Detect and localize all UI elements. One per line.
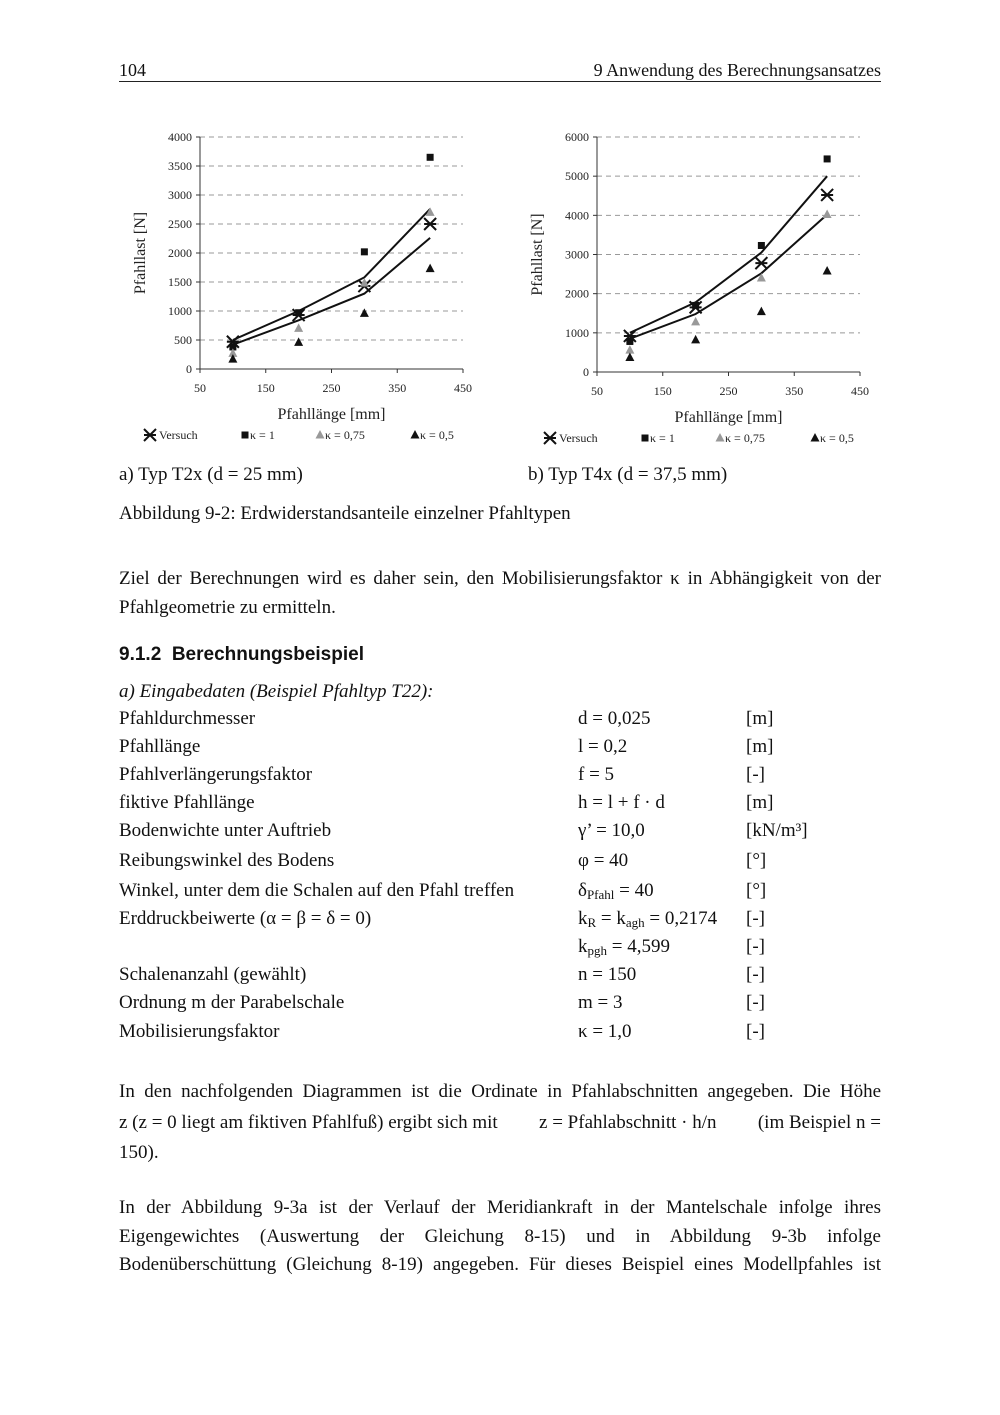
svg-text:κ = 1: κ = 1 bbox=[650, 431, 675, 445]
page-header bbox=[119, 60, 881, 82]
input-row bbox=[119, 736, 881, 764]
input-unit: [-] bbox=[746, 936, 765, 957]
input-row bbox=[119, 820, 881, 848]
input-label: Bodenwichte unter Auftrieb bbox=[119, 820, 332, 841]
svg-text:4000: 4000 bbox=[565, 208, 589, 223]
para2-line2-post: (im Beispiel n = bbox=[757, 1111, 881, 1133]
input-row bbox=[119, 850, 881, 878]
input-unit: [-] bbox=[746, 908, 765, 929]
figure-caption: Abbildung 9-2: Erdwiderstandsanteile einzelner Pfahltypen bbox=[119, 503, 571, 524]
input-value: l = 0,2 bbox=[578, 736, 628, 757]
input-label: Pfahllänge bbox=[119, 736, 201, 757]
svg-text:450: 450 bbox=[851, 384, 869, 398]
input-row bbox=[119, 880, 881, 908]
svg-text:350: 350 bbox=[388, 381, 407, 395]
svg-text:Pfahllast [N]: Pfahllast [N] bbox=[132, 211, 149, 295]
input-unit: [-] bbox=[746, 964, 765, 985]
svg-text:50: 50 bbox=[194, 381, 206, 395]
svg-text:150: 150 bbox=[653, 384, 672, 398]
svg-text:2000: 2000 bbox=[565, 286, 589, 301]
input-row bbox=[119, 764, 881, 792]
svg-text:250: 250 bbox=[719, 384, 738, 398]
input-unit: [m] bbox=[746, 792, 774, 813]
svg-text:κ = 1: κ = 1 bbox=[250, 428, 275, 442]
svg-text:1500: 1500 bbox=[168, 275, 192, 289]
input-label: Pfahldurchmesser bbox=[119, 708, 256, 729]
input-unit: [°] bbox=[746, 850, 767, 871]
input-label: Winkel, unter dem die Schalen auf den Pfahl treffen bbox=[119, 880, 515, 901]
para2-line1: In den nachfolgenden Diagrammen ist die Ordinate in Pfahlabschnitten angegeben. Die Höhe bbox=[119, 1081, 881, 1102]
input-label: Schalenanzahl (gewählt) bbox=[119, 964, 307, 985]
svg-text:450: 450 bbox=[454, 381, 472, 395]
input-row bbox=[119, 936, 881, 964]
input-label: fiktive Pfahllänge bbox=[119, 792, 255, 813]
input-unit: [-] bbox=[746, 992, 765, 1013]
input-row bbox=[119, 792, 881, 820]
svg-text:3500: 3500 bbox=[168, 159, 192, 173]
input-label: Ordnung m der Parabelschale bbox=[119, 992, 345, 1013]
input-value: γ’ = 10,0 bbox=[578, 820, 645, 841]
section-subtitle: a) Eingabedaten (Beispiel Pfahltyp T22): bbox=[119, 681, 434, 702]
svg-text:Pfahllänge [mm]: Pfahllänge [mm] bbox=[277, 406, 386, 423]
input-unit: [-] bbox=[746, 764, 765, 785]
input-row bbox=[119, 1021, 881, 1049]
paragraph-1: Ziel der Berechnungen wird es daher sein, den Mobilisierungsfaktor κ in Abhängigkeit von der Pfahlgeometrie zu ermitteln. bbox=[119, 568, 881, 618]
svg-text:3000: 3000 bbox=[168, 188, 192, 202]
subcaption-b: b) Typ T4x (d = 37,5 mm) bbox=[528, 464, 728, 485]
input-row bbox=[119, 908, 881, 936]
para2-line3: 150). bbox=[119, 1142, 159, 1163]
input-label: Pfahlverlängerungsfaktor bbox=[119, 764, 313, 785]
input-label: Mobilisierungsfaktor bbox=[119, 1021, 280, 1042]
svg-text:0: 0 bbox=[583, 365, 589, 379]
para2-line2 bbox=[119, 1108, 881, 1139]
input-unit: [m] bbox=[746, 708, 774, 729]
para2-line2-pre: z (z = 0 liegt am fiktiven Pfahlfuß) ergibt sich mit bbox=[119, 1111, 498, 1133]
svg-text:350: 350 bbox=[785, 384, 804, 398]
svg-text:500: 500 bbox=[174, 333, 192, 347]
input-value: h = l + f · d bbox=[578, 792, 665, 813]
chapter-title: 9 Anwendung des Berechnungsansatzes bbox=[593, 60, 881, 80]
svg-text:150: 150 bbox=[256, 381, 275, 395]
svg-text:3000: 3000 bbox=[565, 247, 589, 262]
section-heading: 9.1.2 Berechnungsbeispiel bbox=[119, 644, 364, 665]
svg-text:1000: 1000 bbox=[565, 325, 589, 340]
svg-text:6000: 6000 bbox=[565, 130, 589, 144]
input-label: Erddruckbeiwerte (α = β = δ = 0) bbox=[119, 908, 372, 929]
input-value: m = 3 bbox=[578, 992, 623, 1013]
input-value: d = 0,025 bbox=[578, 708, 651, 729]
svg-text:4000: 4000 bbox=[168, 130, 192, 144]
svg-text:1000: 1000 bbox=[168, 304, 192, 318]
input-value: $k_{pgh} = 4,599$ bbox=[578, 936, 670, 958]
input-value: κ = 1,0 bbox=[578, 1021, 632, 1042]
input-value: f = 5 bbox=[578, 764, 615, 785]
input-value: $\delta_{Pfahl} = 40$ bbox=[578, 880, 654, 902]
subcaption-a: a) Typ T2x (d = 25 mm) bbox=[119, 464, 303, 485]
paragraph-3: In der Abbildung 9-3a ist der Verlauf der Meridiankraft in der Mantelschale infolge ihres Eigengewichtes (Auswertung der Gleichung 8-15) und in Abbildung 9-3b infolge Bodenüberschüttung (Gleichung 8-19) angegeben. Für dieses Beispiel eines Modellpfahles ist bbox=[119, 1197, 881, 1275]
para2-formula: z = Pfahlabschnitt · h/n bbox=[539, 1111, 717, 1133]
svg-text:κ = 0,75: κ = 0,75 bbox=[325, 428, 365, 442]
input-row bbox=[119, 708, 881, 736]
svg-text:Pfahllänge [mm]: Pfahllänge [mm] bbox=[674, 409, 783, 426]
page-number: 104 bbox=[119, 60, 146, 80]
input-unit: [-] bbox=[746, 1021, 765, 1042]
svg-text:2500: 2500 bbox=[168, 217, 192, 231]
chart-b bbox=[510, 120, 890, 450]
input-label: Reibungswinkel des Bodens bbox=[119, 850, 335, 871]
svg-text:5000: 5000 bbox=[565, 169, 589, 184]
paragraph-2 bbox=[119, 1077, 881, 1169]
svg-text:0: 0 bbox=[186, 362, 192, 376]
svg-text:κ = 0,75: κ = 0,75 bbox=[725, 431, 765, 445]
svg-text:Pfahllast [N]: Pfahllast [N] bbox=[529, 213, 546, 296]
input-value: n = 150 bbox=[578, 964, 637, 985]
svg-text:κ = 0,5: κ = 0,5 bbox=[820, 431, 854, 445]
svg-text:50: 50 bbox=[591, 384, 603, 398]
input-unit: [m] bbox=[746, 736, 774, 757]
input-unit: [kN/m³] bbox=[746, 820, 808, 841]
input-row bbox=[119, 992, 881, 1020]
input-value: $k_R = k_{agh} = 0,2174$ bbox=[578, 908, 718, 930]
input-row bbox=[119, 964, 881, 992]
input-unit: [°] bbox=[746, 880, 767, 901]
svg-text:Versuch: Versuch bbox=[559, 431, 598, 445]
svg-text:Versuch: Versuch bbox=[159, 428, 198, 442]
svg-text:250: 250 bbox=[322, 381, 341, 395]
svg-text:2000: 2000 bbox=[168, 246, 192, 260]
svg-text:κ = 0,5: κ = 0,5 bbox=[420, 428, 454, 442]
chart-a bbox=[110, 120, 490, 450]
input-value: φ = 40 bbox=[578, 850, 629, 871]
